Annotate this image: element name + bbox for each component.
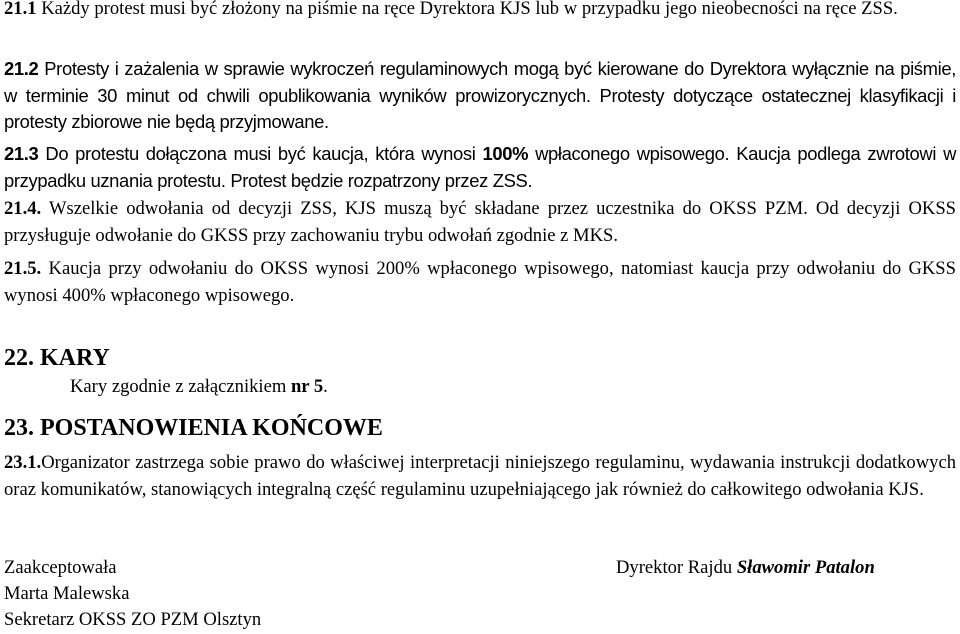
signature-right: [616, 556, 875, 580]
signature-left-role: Sekretarz OKSS ZO PZM Olsztyn: [4, 609, 262, 630]
section-number: 21.1: [4, 0, 37, 19]
signature-right-name: Sławomir Patalon: [736, 557, 875, 578]
section-21-3: [4, 141, 956, 194]
heading-postanowienia-koncowe: 23. POSTANOWIENIA KOŃCOWE: [4, 415, 383, 441]
paragraph-23-1: [4, 450, 956, 503]
section-number: 21.3: [4, 143, 39, 164]
section-21-5: [4, 256, 956, 309]
paragraph-text: Wszelkie odwołania od decyzji ZSS, KJS muszą być składane przez uczestnika do OKSS PZM. Od decyzji OKSS przysługuje odwołanie do GKSS przy zachowaniu trybu odwołań zgodnie z MKS.: [4, 198, 957, 246]
paragraph-21-4: [4, 196, 956, 249]
paragraph-text: Organizator zastrzega sobie prawo do właściwej interpretacji niniejszego regulaminu, wydawania instrukcji dodatkowych oraz komunikatów, stanowiących integralną część regulaminu uzupełniającego jak również do całkowitego odwołania KJS.: [4, 452, 956, 500]
signature-right-title: Dyrektor Rajdu: [616, 557, 733, 578]
section-number: 21.4.: [4, 198, 42, 219]
section-23-1: [4, 450, 956, 503]
signature-left-name: Marta Malewska: [4, 583, 130, 604]
section-21-2: [4, 56, 956, 136]
section-number: 21.2: [4, 58, 39, 79]
paragraph-21-1: [4, 0, 956, 23]
paragraph-text: Do protestu dołączona musi być kaucja, która wynosi: [45, 143, 476, 164]
paragraph-text: Kaucja przy odwołaniu do OKSS wynosi 200% wpłaconego wpisowego, natomiast kaucja przy odwołaniu do GKSS wynosi 400% wpłaconego wpisowego.: [4, 258, 956, 306]
kary-text: Kary zgodnie z załącznikiem nr 5.: [70, 376, 328, 397]
section-number: 23.1.: [4, 452, 42, 473]
section-number: 21.5.: [4, 258, 42, 279]
bold-value: 100%: [482, 143, 529, 164]
heading-kary: 22. KARY: [4, 345, 110, 371]
paragraph-text: Protesty i zażalenia w sprawie wykroczeń regulaminowych mogą być kierowane do Dyrektora wyłącznie na piśmie, w terminie 30 minut od chwili opublikowania wyników prowizorycznych. Protesty dotyczące ostatecznej klasyfikacji i protesty zbiorowe nie będą przyjmowane.: [4, 58, 956, 132]
section-21-1: [4, 0, 956, 23]
paragraph-21-3: [4, 141, 956, 194]
paragraph-21-5: [4, 256, 956, 309]
paragraph-text-end: wpłaconego wpisowego. Kaucja podlega zwrotowi w przypadku uznania protestu. Protest będzie rozpatrzony przez ZSS.: [4, 143, 956, 191]
paragraph-text: Każdy protest musi być złożony na piśmie na ręce Dyrektora KJS lub w przypadku jego nieobecności na ręce ZSS.: [41, 0, 898, 19]
section-21-4: [4, 196, 956, 249]
signature-left-line1: Zaakceptowała: [4, 557, 117, 578]
bold-value: nr 5: [290, 376, 324, 397]
paragraph-21-2: [4, 56, 956, 136]
